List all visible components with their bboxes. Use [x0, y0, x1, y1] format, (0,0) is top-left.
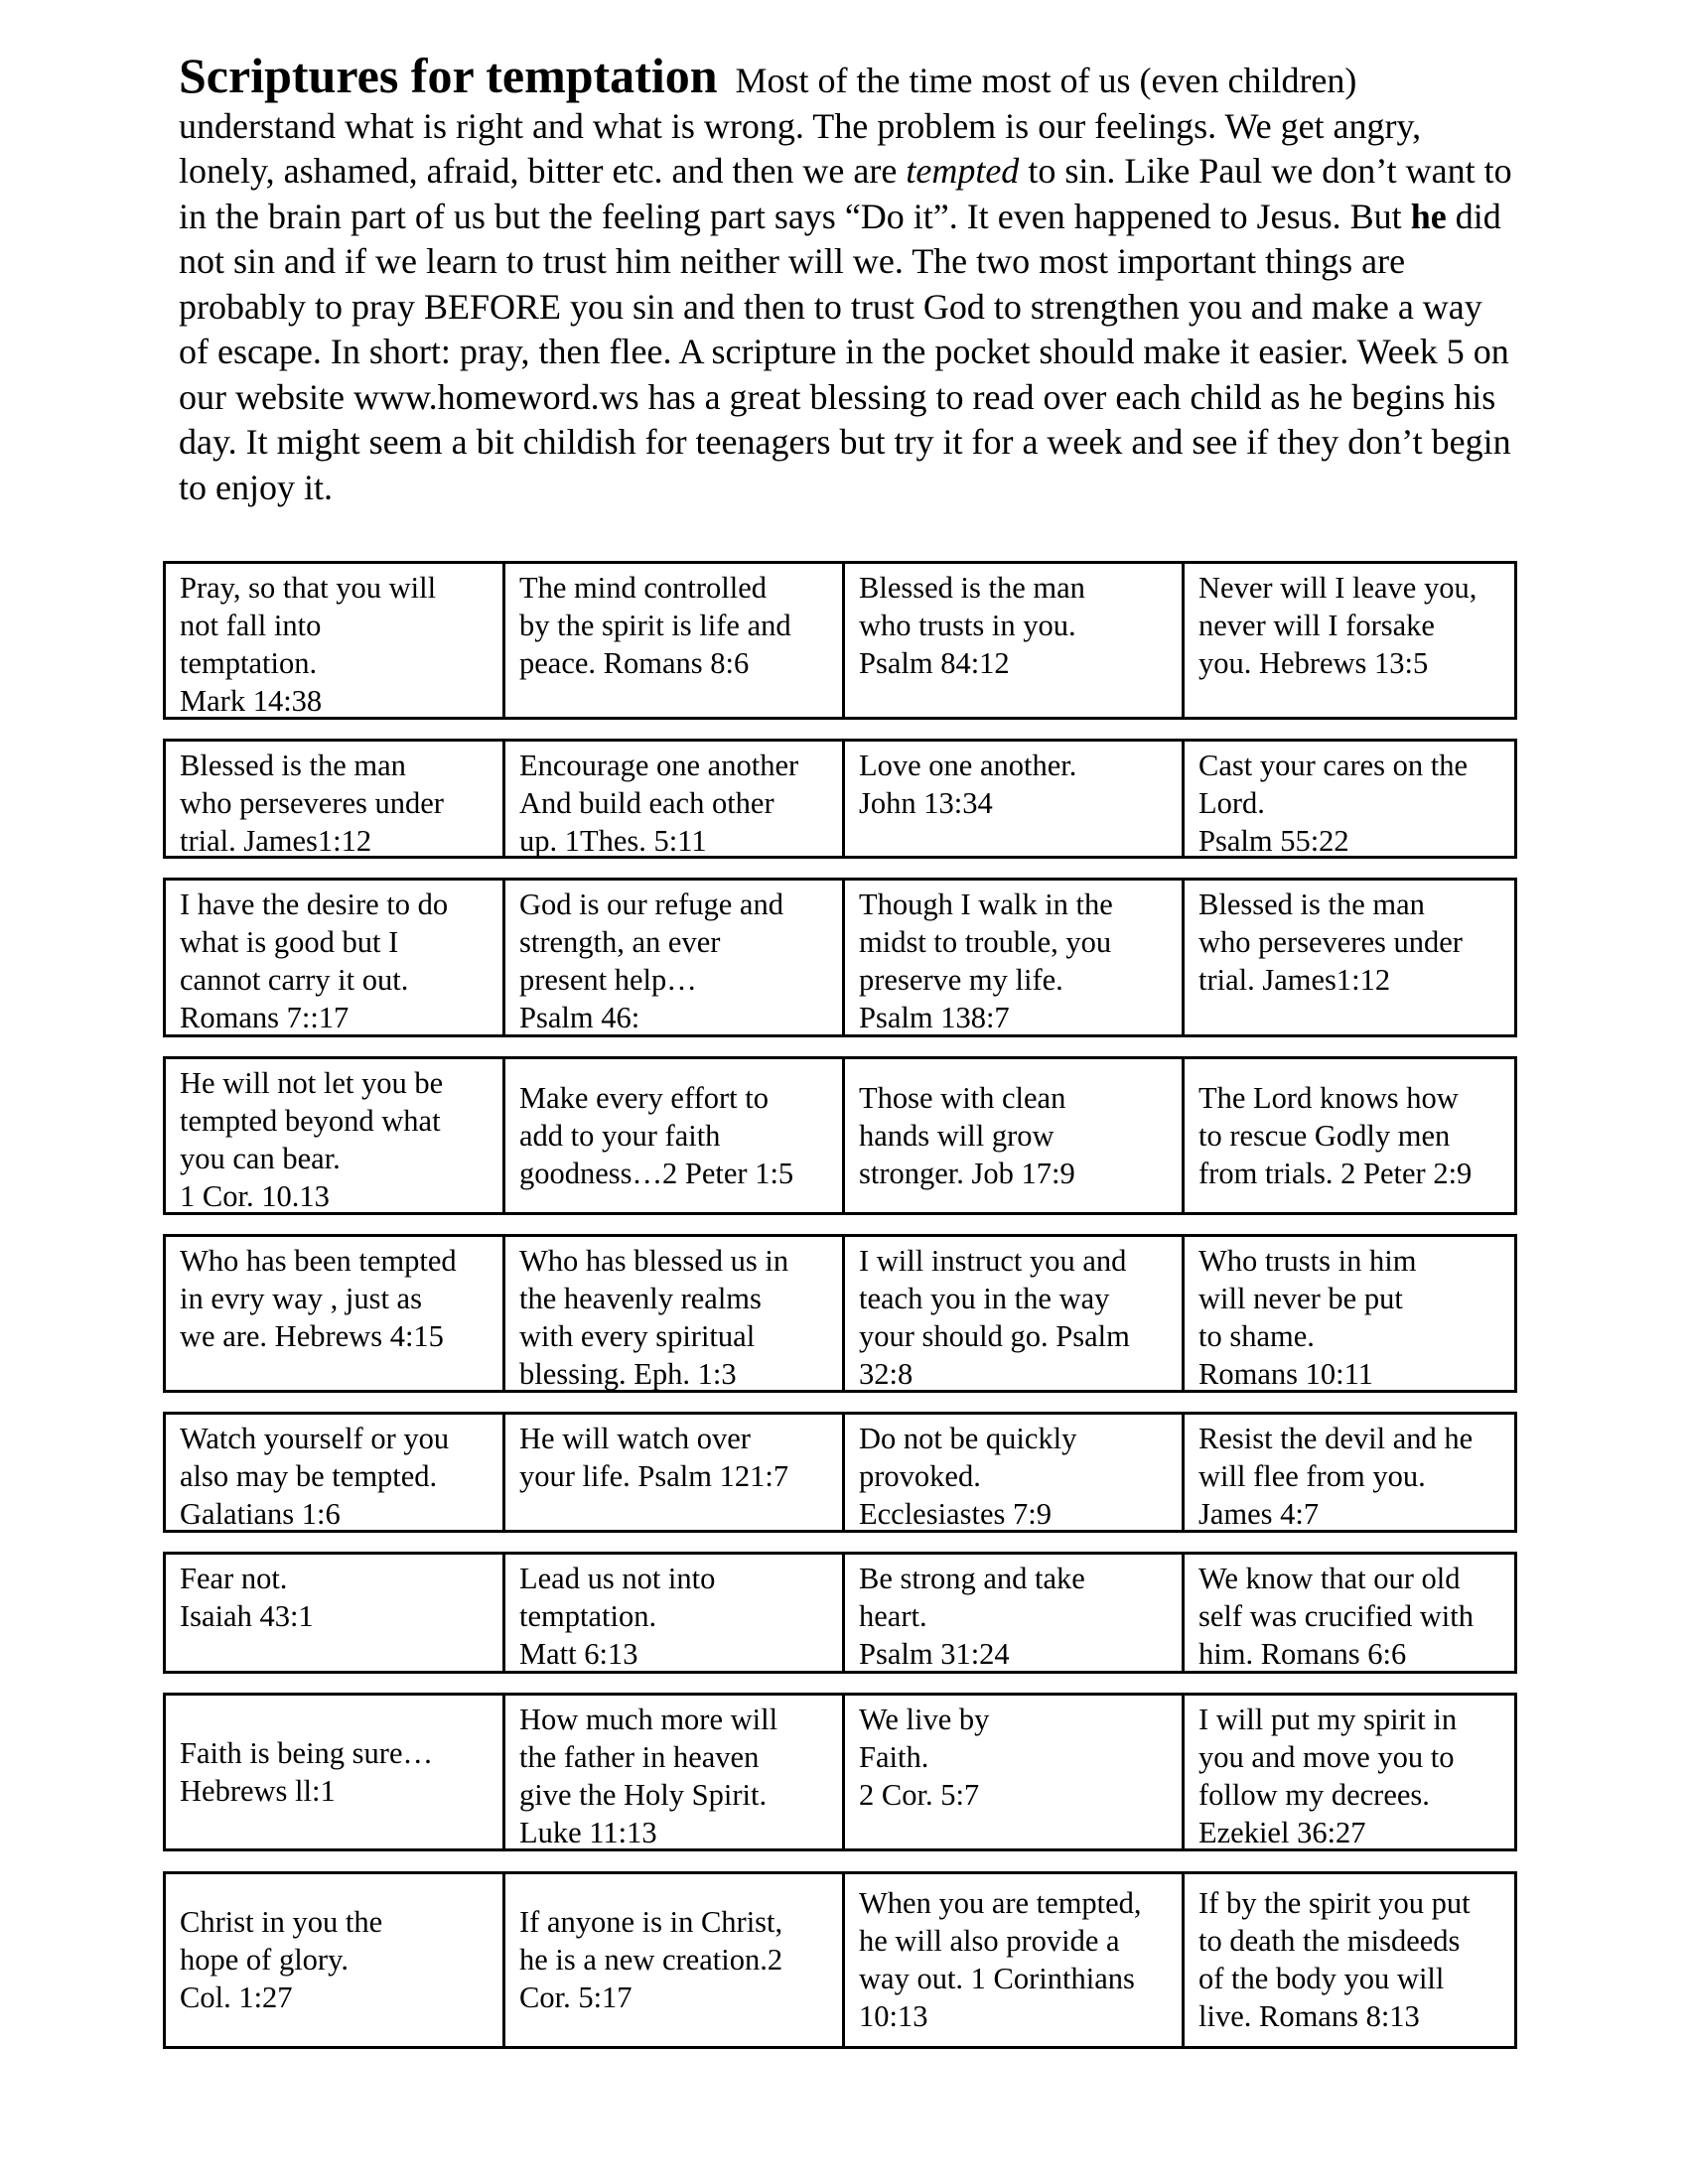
scripture-card	[842, 742, 1182, 856]
scripture-text: When you are tempted, he will also provide a way out. 1 Corinthians 10:13	[859, 1886, 1142, 2033]
scripture-card	[502, 564, 842, 717]
scripture-row-6	[163, 1412, 1517, 1533]
scripture-card	[502, 1237, 842, 1390]
scripture-text: Fear not. Isaiah 43:1	[180, 1562, 314, 1633]
scripture-row-1	[163, 561, 1517, 720]
scripture-text: Make every effort to add to your faith goodness…2 Peter 1:5	[519, 1080, 794, 1190]
scripture-row-2	[163, 739, 1517, 859]
scripture-text: Who has blessed us in the heavenly realms with every spiritual blessing. Eph. 1:3	[519, 1244, 789, 1391]
scripture-card	[163, 564, 502, 717]
scripture-text: Watch yourself or you also may be tempted. Galatians 1:6	[180, 1422, 450, 1531]
scripture-card	[1182, 1696, 1517, 1848]
scripture-text: We live by Faith. 2 Cor. 5:7	[859, 1703, 990, 1812]
scripture-card	[163, 1059, 502, 1212]
scripture-card	[1182, 564, 1517, 717]
scripture-text: The Lord knows how to rescue Godly men from trials. 2 Peter 2:9	[1198, 1080, 1473, 1190]
scripture-card	[1182, 742, 1517, 856]
scripture-card	[163, 1415, 502, 1530]
scripture-card	[842, 881, 1182, 1034]
scripture-card	[1182, 1237, 1517, 1390]
scripture-row-4	[163, 1056, 1517, 1215]
scripture-text: Blessed is the man who perseveres under trial. James1:12	[180, 749, 444, 858]
scripture-card	[163, 1555, 502, 1671]
scripture-card	[842, 1874, 1182, 2046]
scripture-text: I have the desire to do what is good but I cannot carry it out. Romans 7::17	[180, 887, 449, 1034]
scripture-card	[1182, 1874, 1517, 2046]
scripture-text: I will instruct you and teach you in the way your should go. Psalm 32:8	[859, 1244, 1130, 1391]
scripture-text: Love one another. John 13:34	[859, 749, 1077, 820]
scripture-card	[502, 881, 842, 1034]
intro-bold: he	[1410, 196, 1447, 236]
scripture-text: Who trusts in him will never be put to shame. Romans 10:11	[1198, 1244, 1417, 1391]
scripture-text: We know that our old self was crucified with him. Romans 6:6	[1198, 1562, 1474, 1671]
scripture-card	[163, 1237, 502, 1390]
scripture-row-5	[163, 1234, 1517, 1393]
scripture-row-8	[163, 1693, 1517, 1851]
scripture-card	[163, 1696, 502, 1848]
intro-text-3: did not sin and if we learn to trust him neither will we. The two most important things are probably to pray BEFORE you sin and then to trust God to strengthen you and make a way of escape. In short: pray, then flee. A scripture in the pocket should make it easier. Week 5 on our website www.homeword.ws has a great blessing to read over each child as he begins his day. It might seem a bit childish for teenagers but try it for a week and see if they don’t begin to enjoy it.	[179, 196, 1511, 507]
scripture-text: Be strong and take heart. Psalm 31:24	[859, 1562, 1085, 1671]
scripture-card	[842, 1696, 1182, 1848]
scripture-text: How much more will the father in heaven give the Holy Spirit. Luke 11:13	[519, 1703, 778, 1849]
scripture-text: Resist the devil and he will flee from you. James 4:7	[1198, 1422, 1474, 1531]
scripture-row-3	[163, 878, 1517, 1037]
scripture-card	[842, 564, 1182, 717]
scripture-card	[163, 881, 502, 1034]
scripture-text: Lead us not into temptation. Matt 6:13	[519, 1562, 716, 1671]
scripture-row-9	[163, 1871, 1517, 2049]
scripture-text: God is our refuge and strength, an ever present help… Psalm 46:	[519, 887, 783, 1034]
page-title: Scriptures for temptation	[179, 48, 718, 103]
scripture-card	[502, 1696, 842, 1848]
scripture-text: Faith is being sure… Hebrews ll:1	[180, 1735, 433, 1808]
scripture-card	[502, 742, 842, 856]
scripture-text: Blessed is the man who perseveres under trial. James1:12	[1198, 887, 1463, 997]
scripture-text: Never will I leave you, never will I forsake you. Hebrews 13:5	[1198, 571, 1477, 680]
scripture-text: Christ in you the hope of glory. Col. 1:27	[180, 1905, 383, 2014]
scripture-text: Pray, so that you will not fall into temptation. Mark 14:38	[180, 571, 437, 718]
scripture-text: If anyone is in Christ, he is a new creation.2 Cor. 5:17	[519, 1905, 783, 2014]
scripture-card	[502, 1874, 842, 2046]
scripture-text: Those with clean hands will grow stronger. Job 17:9	[859, 1080, 1075, 1190]
scripture-card	[842, 1059, 1182, 1212]
scripture-card	[1182, 1555, 1517, 1671]
scripture-card	[1182, 1059, 1517, 1212]
scripture-text: Who has been tempted in evry way , just as we are. Hebrews 4:15	[180, 1244, 457, 1353]
scripture-text: The mind controlled by the spirit is life and peace. Romans 8:6	[519, 571, 791, 680]
scripture-row-7	[163, 1552, 1517, 1674]
scripture-card	[1182, 881, 1517, 1034]
scripture-text: He will not let you be tempted beyond what you can bear. 1 Cor. 10.13	[180, 1066, 444, 1213]
scripture-card	[502, 1059, 842, 1212]
scripture-card	[502, 1415, 842, 1530]
scripture-text: Cast your cares on the Lord. Psalm 55:22	[1198, 749, 1469, 858]
scripture-card	[842, 1415, 1182, 1530]
scripture-card	[842, 1237, 1182, 1390]
scripture-card	[842, 1555, 1182, 1671]
intro-emphasis: tempted	[906, 151, 1020, 191]
scripture-text: If by the spirit you put to death the misdeeds of the body you will live. Romans 8:13	[1198, 1886, 1471, 2033]
scripture-text: Though I walk in the midst to trouble, you preserve my life. Psalm 138:7	[859, 887, 1113, 1034]
scripture-card	[163, 742, 502, 856]
scripture-card	[163, 1874, 502, 2046]
intro-paragraph	[179, 48, 1519, 510]
scripture-text: I will put my spirit in you and move you to follow my decrees. Ezekiel 36:27	[1198, 1703, 1458, 1849]
intro-text-2: to sin. Like Paul we don’t want to in the brain part of us but the feeling part says “Do it”. It even happened to Jesus. But	[179, 151, 1512, 236]
scripture-text: He will watch over your life. Psalm 121:7	[519, 1422, 789, 1493]
scripture-text: Encourage one another And build each other up. 1Thes. 5:11	[519, 749, 799, 858]
scripture-card	[502, 1555, 842, 1671]
scripture-card	[1182, 1415, 1517, 1530]
intro-text-1: Most of the time most of us (even children) understand what is right and what is wrong. The problem is our feelings. We get angry, lonely, ashamed, afraid, bitter etc. and then we are	[179, 61, 1422, 191]
scripture-text: Do not be quickly provoked. Ecclesiastes 7:9	[859, 1422, 1077, 1531]
scripture-text: Blessed is the man who trusts in you. Psalm 84:12	[859, 571, 1085, 680]
